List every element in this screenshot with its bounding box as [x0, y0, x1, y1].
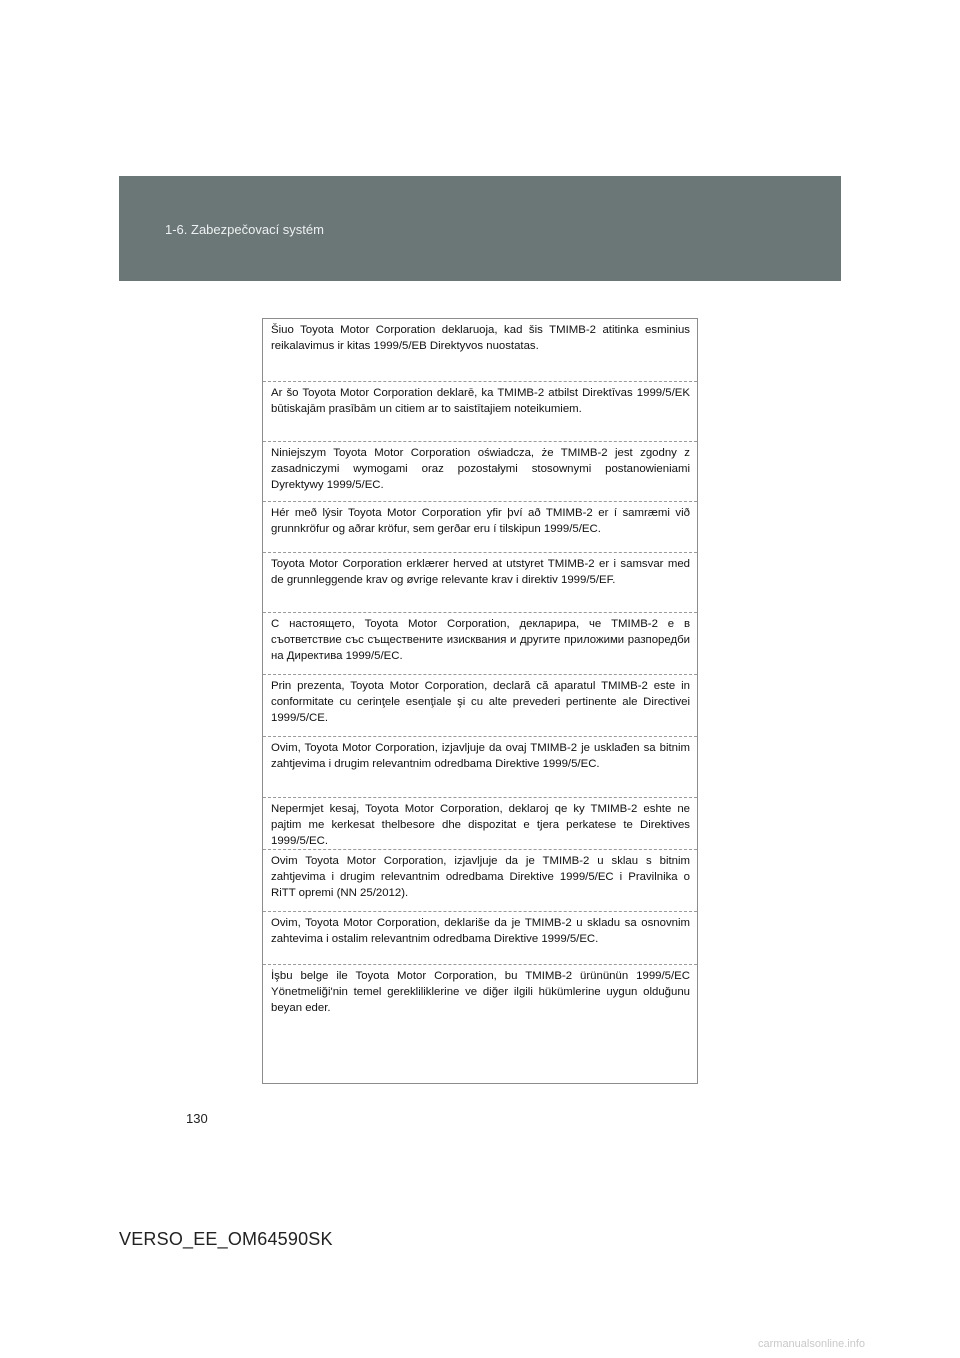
- declaration-serbian: [263, 911, 697, 964]
- declaration-text: Nepermjet kesaj, Toyota Motor Corporation, deklaroj qe ky TMIMB-2 eshte ne pajtim me kerkesat thelbesore dhe dispozitat e tjera perkatese te Direktives 1999/5/EC.: [271, 803, 690, 847]
- declaration-text: Toyota Motor Corporation erklærer herved at utstyret TMIMB-2 er i samsvar med de grunnleggende krav og øvrige relevante krav i direktiv 1999/5/EF.: [271, 558, 690, 586]
- declaration-latvian: [263, 381, 697, 441]
- declaration-text: Ar šo Toyota Motor Corporation deklarē, ka TMIMB-2 atbilst Direktīvas 1999/5/EK būtiskajām prasībām un citiem ar to saistītajiem noteikumiem.: [271, 387, 690, 415]
- declaration-text: Ovim Toyota Motor Corporation, izjavljuje da je TMIMB-2 u sklau s bitnim zahtjevima i drugim relevantnim odredbama Direktive 1999/5/EC i Pravilnika o RiTT opremi (NN 25/2012).: [271, 855, 690, 899]
- declaration-croatian: [263, 849, 697, 911]
- declaration-text: С настоящето, Toyota Motor Corporation, декларира, че TMIMB-2 е в съответствие със съществените изисквания и другите приложими разпоредби на Директива 1999/5/EC.: [271, 618, 690, 662]
- declaration-text: İşbu belge ile Toyota Motor Corporation, bu TMIMB-2 ürününün 1999/5/EC Yönetmeliği'nin temel gerekliliklerine ve diğer ilgili hükümlerine uygun olduğunu beyan eder.: [271, 970, 690, 1014]
- declaration-lithuanian: [263, 319, 697, 381]
- declaration-romanian: [263, 674, 697, 736]
- declaration-polish: [263, 441, 697, 501]
- declarations-box: [262, 318, 698, 1084]
- declaration-text: Ovim, Toyota Motor Corporation, izjavljuje da ovaj TMIMB-2 je usklađen sa bitnim zahtjevima i drugim relevantnim odredbama Direktive 1999/5/EC.: [271, 742, 690, 770]
- section-header: [119, 176, 841, 281]
- declaration-bulgarian: [263, 612, 697, 674]
- declaration-bosnian: [263, 736, 697, 797]
- declaration-albanian: [263, 797, 697, 849]
- watermark: carmanualsonline.info: [758, 1338, 866, 1350]
- page-number: 130: [186, 1111, 208, 1126]
- declaration-text: Prin prezenta, Toyota Motor Corporation, declară că aparatul TMIMB-2 este in conformitate cu cerinţele esenţiale şi cu alte prevederi pertinente ale Directivei 1999/5/CE.: [271, 680, 690, 724]
- declaration-text: Šiuo Toyota Motor Corporation deklaruoja, kad šis TMIMB-2 atitinka esminius reikalavimus ir kitas 1999/5/EB Direktyvos nuostatas.: [271, 324, 690, 352]
- declaration-turkish: [263, 964, 697, 1084]
- declaration-text: Hér með lýsir Toyota Motor Corporation yfir því að TMIMB-2 er í samræmi við grunnkröfur og aðrar kröfur, sem gerðar eru í tilskipun 1999/5/EC.: [271, 507, 690, 535]
- document-code: VERSO_EE_OM64590SK: [119, 1229, 333, 1249]
- declaration-text: Niniejszym Toyota Motor Corporation oświadcza, że TMIMB-2 jest zgodny z zasadniczymi wymogami oraz pozostałymi stosownymi postanowieniami Dyrektywy 1999/5/EC.: [271, 447, 690, 491]
- declaration-text: Ovim, Toyota Motor Corporation, deklariše da je TMIMB-2 u skladu sa osnovnim zahtevima i ostalim relevantnim odredbama Direktive 1999/5/EC.: [271, 917, 690, 945]
- declaration-icelandic: [263, 501, 697, 552]
- declaration-norwegian: [263, 552, 697, 612]
- section-title: 1-6. Zabezpečovací systém: [165, 222, 324, 237]
